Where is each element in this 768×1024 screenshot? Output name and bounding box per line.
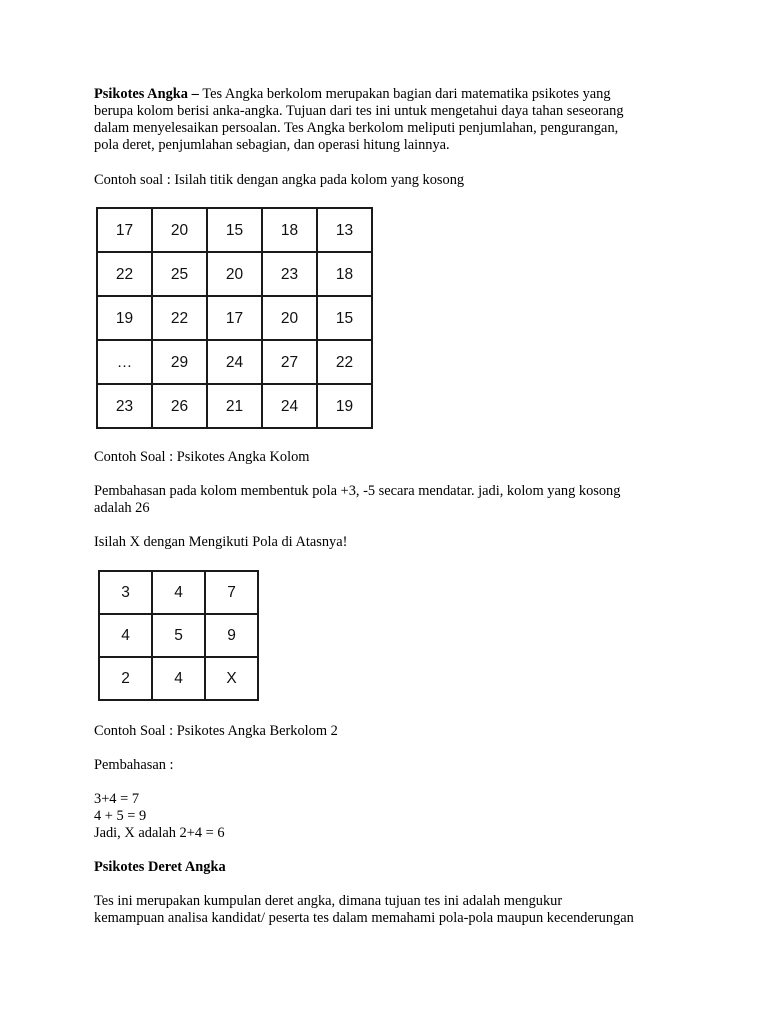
section2-title: Psikotes Deret Angka [94, 859, 226, 875]
step-line-2: 4 + 5 = 9 [94, 808, 147, 824]
number-grid-2 [98, 570, 259, 701]
grid-cell: 20 [207, 252, 262, 296]
grid-cell: 4 [99, 614, 152, 657]
grid-cell: 18 [317, 252, 372, 296]
grid-row [97, 384, 372, 428]
grid-cell: 21 [207, 384, 262, 428]
explanation-line-2: adalah 26 [94, 500, 150, 516]
grid-cell: X [205, 657, 258, 700]
grid-row [97, 296, 372, 340]
example2-steps [94, 791, 694, 842]
intro-dash: – [187, 86, 203, 102]
grid-cell: 22 [317, 340, 372, 384]
grid-cell: 20 [262, 296, 317, 340]
explanation-line-1: Pembahasan pada kolom membentuk pola +3, -5 secara mendatar. jadi, kolom yang kosong [94, 483, 621, 499]
grid-cell: 22 [97, 252, 152, 296]
intro-line-4: pola deret, penjumlahan sebagian, dan operasi hitung lainnya. [94, 137, 450, 153]
grid-cell: 2 [99, 657, 152, 700]
intro-line-3: dalam menyelesaikan persoalan. Tes Angka berkolom meliputi penjumlahan, pengurangan, [94, 120, 619, 136]
intro-title: Psikotes Angka [94, 86, 188, 102]
intro-line-1 [94, 86, 694, 103]
grid-row [99, 571, 258, 614]
grid-cell: 7 [205, 571, 258, 614]
grid-cell: 22 [152, 296, 207, 340]
grid-cell: 4 [152, 571, 205, 614]
section2-line-2: kemampuan analisa kandidat/ peserta tes dalam memahami pola-pola maupun kecenderungan [94, 910, 634, 926]
grid-cell: 26 [152, 384, 207, 428]
grid-row [97, 252, 372, 296]
step-line-1: 3+4 = 7 [94, 791, 140, 807]
example1-caption: Contoh Soal : Psikotes Angka Kolom [94, 449, 310, 465]
section2-paragraph [94, 893, 694, 927]
grid-cell: 15 [207, 208, 262, 252]
grid-cell: 27 [262, 340, 317, 384]
example1-explanation [94, 483, 694, 517]
grid-cell: 29 [152, 340, 207, 384]
grid-cell: 4 [152, 657, 205, 700]
example2-heading: Pembahasan : [94, 757, 174, 773]
grid-cell: … [97, 340, 152, 384]
intro-line-1-text: Tes Angka berkolom merupakan bagian dari matematika psikotes yang [202, 86, 611, 102]
grid-cell: 20 [152, 208, 207, 252]
grid-cell: 24 [262, 384, 317, 428]
grid-cell: 13 [317, 208, 372, 252]
grid-row [97, 208, 372, 252]
example2-caption: Contoh Soal : Psikotes Angka Berkolom 2 [94, 723, 338, 739]
grid-cell: 19 [97, 296, 152, 340]
grid-cell: 17 [207, 296, 262, 340]
grid-row [99, 614, 258, 657]
grid-row [97, 340, 372, 384]
grid-cell: 15 [317, 296, 372, 340]
intro-line-2: berupa kolom berisi anka-angka. Tujuan dari tes ini untuk mengetahui daya tahan seseorang [94, 103, 624, 119]
example1-prompt: Contoh soal : Isilah titik dengan angka pada kolom yang kosong [94, 172, 465, 188]
grid-cell: 25 [152, 252, 207, 296]
step-line-3: Jadi, X adalah 2+4 = 6 [94, 825, 225, 841]
intro-paragraph [94, 86, 694, 154]
grid-cell: 24 [207, 340, 262, 384]
section2-line-1: Tes ini merupakan kumpulan deret angka, dimana tujuan tes ini adalah mengukur [94, 893, 563, 909]
number-grid-1 [96, 207, 373, 429]
grid-cell: 5 [152, 614, 205, 657]
grid-cell: 23 [97, 384, 152, 428]
grid-cell: 19 [317, 384, 372, 428]
grid-cell: 17 [97, 208, 152, 252]
grid-cell: 23 [262, 252, 317, 296]
grid-cell: 9 [205, 614, 258, 657]
grid-cell: 18 [262, 208, 317, 252]
grid-row [99, 657, 258, 700]
example2-prompt: Isilah X dengan Mengikuti Pola di Atasnya! [94, 534, 348, 550]
grid-cell: 3 [99, 571, 152, 614]
